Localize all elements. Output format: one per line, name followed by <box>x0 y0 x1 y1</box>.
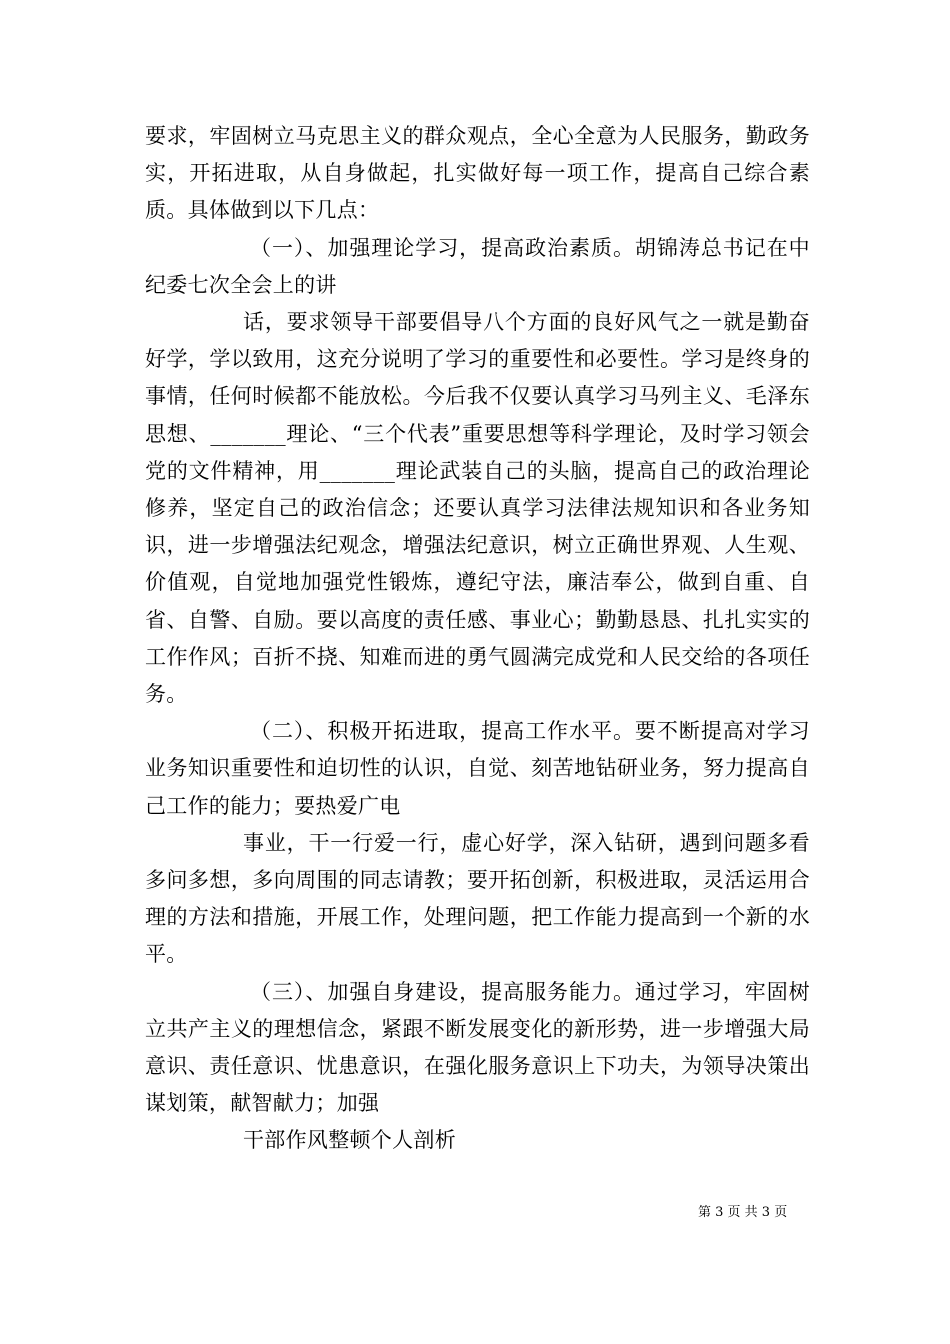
paragraph-section-2-heading: （二）、积极开拓进取，提高工作水平。要不断提高对学习业务知识重要性和迫切性的认识，自觉、刻苦地钻研业务，努力提高自己工作的能力；要热爱广电 <box>145 719 810 818</box>
page-number-footer: 第 3 页 共 3 页 <box>698 1205 788 1220</box>
paragraph-section-2-body: 事业，干一行爱一行，虚心好学，深入钻研，遇到问题多看多问多想，多向周围的同志请教；要开拓创新，积极进取，灵活运用合理的方法和措施，开展工作，处理问题，把工作能力提高到一个新的水平。 <box>145 830 810 967</box>
paragraph-section-1-body: 话，要求领导干部要倡导八个方面的良好风气之一就是勤奋好学，学以致用，这充分说明了学习的重要性和必要性。学习是终身的事情，任何时候都不能放松。今后我不仅要认真学习马列主义、毛泽东思想、_______理论、“三个代表”重要思想等科学理论，及时学习领会党的文件精神，用_______理论武装自己的头脑，提高自己的政治理论修养，坚定自己的政治信念；还要认真学习法律法规知识和各业务知识，进一步增强法纪观念，增强法纪意识，树立正确世界观、人生观、价值观，自觉地加强党性锻炼，遵纪守法，廉洁奉公，做到自重、自省、自警、自励。要以高度的责任感、事业心；勤勤恳恳、扎扎实实的工作作风；百折不挠、知难而进的勇气圆满完成党和人民交给的各项任务。 <box>145 310 810 707</box>
paragraph-section-1-heading: （一）、加强理论学习，提高政治素质。胡锦涛总书记在中纪委七次全会上的讲 <box>145 235 810 297</box>
paragraph-intro: 要求，牢固树立马克思主义的群众观点，全心全意为人民服务，勤政务实，开拓进取，从自身做起，扎实做好每一项工作，提高自己综合素质。具体做到以下几点： <box>145 124 810 223</box>
paragraph-closing-title: 干部作风整顿个人剖析 <box>243 1128 456 1153</box>
paragraph-section-3: （三）、加强自身建设，提高服务能力。通过学习，牢固树立共产主义的理想信念，紧跟不断发展变化的新形势，进一步增强大局意识、责任意识、忧患意识，在强化服务意识上下功夫，为领导决策出谋划策，献智献力；加强 <box>145 979 810 1116</box>
document-body <box>145 118 810 1160</box>
